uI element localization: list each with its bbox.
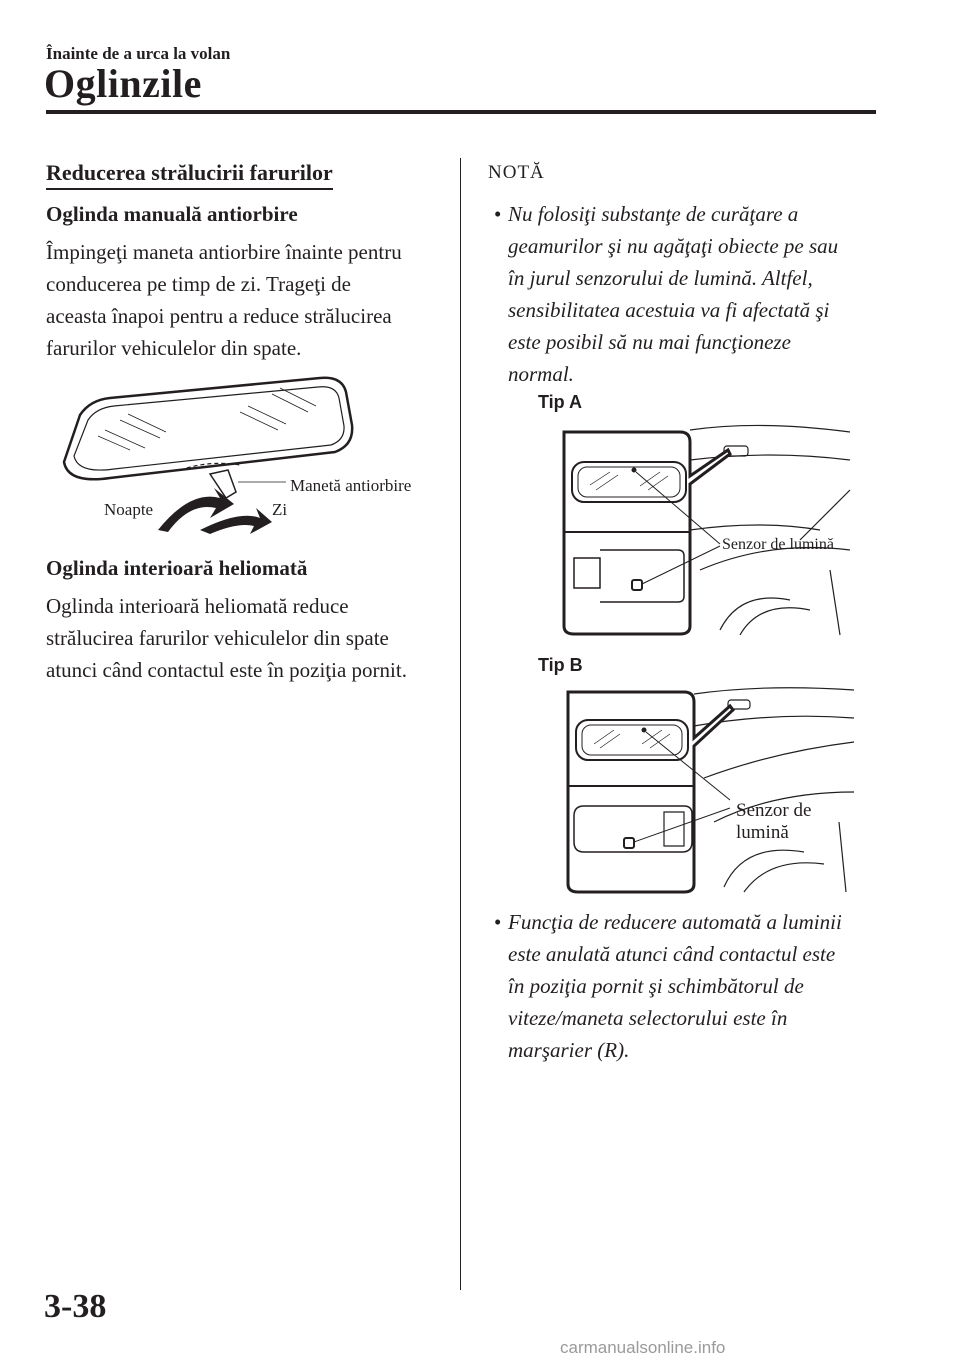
manual-mirror-paragraph [46, 236, 446, 364]
bullet-line: Funcţia de reducere automată a luminii [508, 910, 842, 934]
bullet-line: în poziţia pornit şi schimbătorul de [508, 974, 804, 998]
title-rule [46, 110, 876, 114]
type-b-label: Tip B [538, 655, 583, 675]
note-bullet-2 [494, 906, 888, 1066]
auto-mirror-paragraph [46, 590, 456, 686]
auto-mirror-heading: Oglinda interioară heliomată [46, 556, 308, 580]
paragraph-line: strălucirea farurilor vehiculelor din spate [46, 626, 389, 650]
section-heading: Reducerea strălucirii farurilor [46, 160, 333, 190]
bullet-line: sensibilitatea acestuia va fi afectată şi [508, 298, 830, 322]
manual-mirror-heading: Oglinda manuală antiorbire [46, 202, 298, 226]
note-bullet-1 [494, 198, 888, 390]
bullet-dot: • [494, 910, 502, 934]
bullet-line: viteze/maneta selectorului este în [508, 1006, 788, 1030]
type-a-illustration [560, 420, 860, 640]
paragraph-line: conducerea pe timp de zi. Trageţi de [46, 272, 351, 296]
type-b-illustration [564, 682, 864, 896]
bullet-line: este posibil să nu mai funcţioneze [508, 330, 791, 354]
paragraph-line: Oglinda interioară heliomată reduce [46, 594, 349, 618]
sensor-label-line: lumină [736, 822, 789, 843]
bullet-line: marşarier (R). [508, 1038, 630, 1062]
paragraph-line: atunci când contactul este în poziţia pornit. [46, 658, 407, 682]
sensor-label-line: Senzor de [736, 800, 812, 821]
page-number: 3-38 [44, 1288, 107, 1325]
type-a-sensor-label: Senzor de lumină [722, 536, 834, 553]
note-label: NOTĂ [488, 162, 545, 183]
day-position-label: Zi [272, 500, 288, 519]
bullet-line: Nu folosiţi substanţe de curăţare a [508, 202, 799, 226]
bullet-dot: • [494, 202, 502, 226]
bullet-line: normal. [508, 362, 574, 386]
bullet-line: geamurilor şi nu agăţaţi obiecte pe sau [508, 234, 839, 258]
bullet-line: în jurul senzorului de lumină. Altfel, [508, 266, 813, 290]
anti-glare-lever-label: Manetă antiorbire [290, 476, 412, 495]
paragraph-line: aceasta înapoi pentru a reduce strălucirea [46, 304, 392, 328]
paragraph-line: Împingeţi maneta antiorbire înainte pentru [46, 240, 402, 264]
type-a-label: Tip A [538, 392, 582, 412]
page-title: Oglinzile [44, 61, 202, 106]
breadcrumb: Înainte de a urca la volan [46, 44, 231, 63]
paragraph-line: farurilor vehiculelor din spate. [46, 336, 302, 360]
bullet-line: este anulată atunci când contactul este [508, 942, 836, 966]
night-position-label: Noapte [104, 500, 154, 519]
column-divider [460, 158, 461, 1290]
type-b-sensor-label [736, 800, 811, 844]
watermark: carmanualsonline.info [560, 1338, 726, 1357]
